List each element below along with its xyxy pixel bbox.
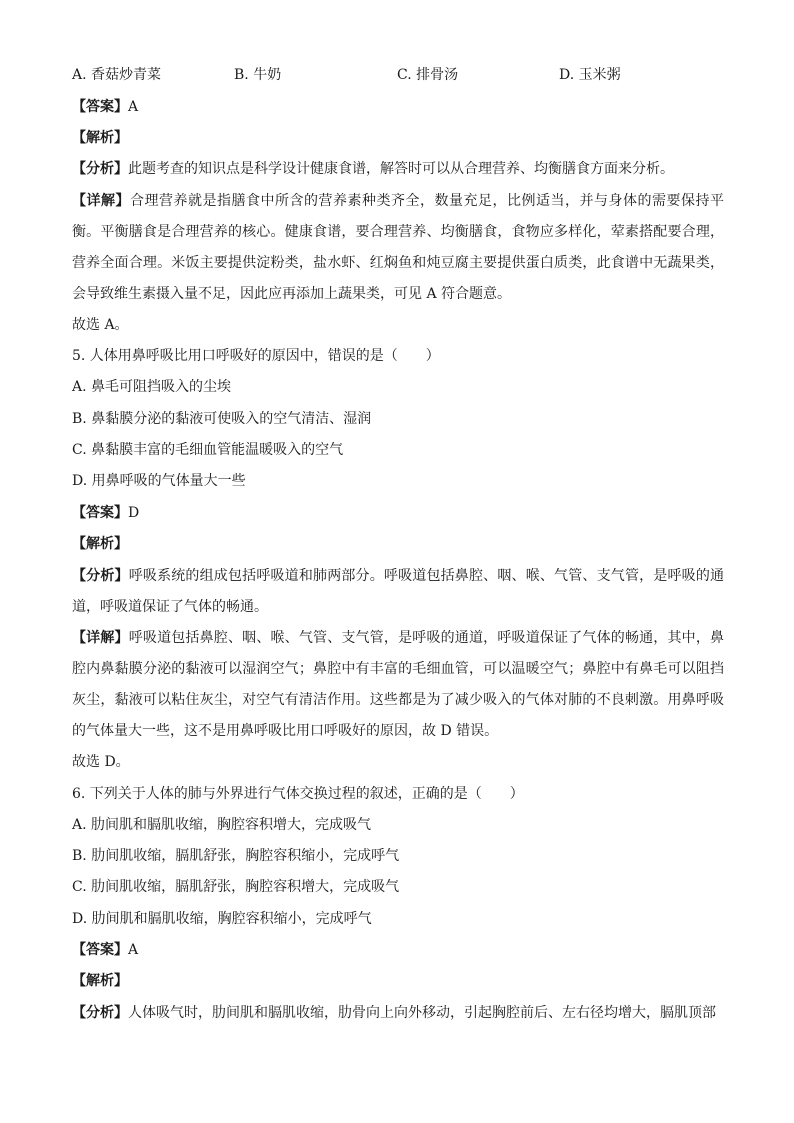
q4-answer: A <box>128 99 139 115</box>
q4-option-a: A. 香菇炒青菜 <box>72 67 162 83</box>
q5-fenxi-text: 呼吸系统的组成包括呼吸道和肺两部分。呼吸道包括鼻腔、咽、喉、气管、支气管，是呼吸的通道，呼吸道保证了气体的畅通。 <box>72 568 725 615</box>
q6-fenxi-text: 人体吸气时，肋间肌和膈肌收缩，肋骨向上向外移动，引起胸腔前后、左右径均增大，膈肌顶部 <box>128 1005 716 1021</box>
q5-option-b: B. 鼻黏膜分泌的黏液可使吸入的空气清洁、湿润 <box>72 411 372 427</box>
q6-answer: A <box>128 942 139 958</box>
fenxi-tag: 【分析】 <box>72 161 128 177</box>
xiangjie-tag: 【详解】 <box>72 193 130 209</box>
q5-question: 5. 人体用鼻呼吸比用口呼吸好的原因中，错误的是（ ） <box>72 348 440 364</box>
q5-xiangjie <box>72 623 724 747</box>
answer-tag: 【答案】 <box>72 505 128 521</box>
q5-fenxi <box>72 561 724 623</box>
q4-analysis-header: 【解析】 <box>72 130 128 146</box>
q4-option-d: D. 玉米粥 <box>559 67 621 83</box>
q5-option-c: C. 鼻黏膜丰富的毛细血管能温暖吸入的空气 <box>72 442 344 458</box>
q4-conclusion: 故选 A。 <box>72 317 129 333</box>
q6-option-b: B. 肋间肌收缩，膈肌舒张，胸腔容积缩小，完成呼气 <box>72 848 400 864</box>
q5-xiangjie-text: 呼吸道包括鼻腔、咽、喉、气管、支气管，是呼吸的通道，呼吸道保证了气体的畅通，其中，鼻腔内鼻黏膜分泌的黏液可以湿润空气；鼻腔中有丰富的毛细血管，可以温暖空气；鼻腔中有鼻毛可以阻挡灰尘，黏液可以粘住灰尘，对空气有清洁作用。这些都是为了减少吸入的气体对肺的不良刺激。用鼻呼吸的气体量大一些，这不是用鼻呼吸比用口呼吸好的原因，故 D 错误。 <box>72 630 725 739</box>
q4-fenxi <box>72 160 674 178</box>
answer-tag: 【答案】 <box>72 99 128 115</box>
q5-conclusion: 故选 D。 <box>72 754 130 770</box>
q4-answer-line <box>72 98 138 116</box>
q6-option-d: D. 肋间肌和膈肌收缩，胸腔容积缩小，完成呼气 <box>72 911 372 927</box>
q4-xiangjie-text: 合理营养就是指膳食中所含的营养素种类齐全，数量充足，比例适当，并与身体的需要保持平衡。平衡膳食是合理营养的核心。健康食谱，要合理营养、均衡膳食，食物应多样化，荤素搭配要合理，营养全面合理。米饭主要提供淀粉类，盐水虾、红焖鱼和炖豆腐主要提供蛋白质类，此食谱中无蔬果类，会导致维生素摄入量不足，因此应再添加上蔬果类，可见 A 符合题意。 <box>72 193 724 302</box>
fenxi-tag: 【分析】 <box>72 1005 128 1021</box>
xiangjie-tag: 【详解】 <box>72 630 129 646</box>
q4-fenxi-text: 此题考查的知识点是科学设计健康食谱，解答时可以从合理营养、均衡膳食方面来分析。 <box>128 161 674 177</box>
q4-xiangjie <box>72 186 724 310</box>
q4-option-c: C. 排骨汤 <box>397 67 459 83</box>
answer-tag: 【答案】 <box>72 942 128 958</box>
q5-answer: D <box>128 505 140 521</box>
q6-analysis-header: 【解析】 <box>72 973 128 989</box>
q6-option-c: C. 肋间肌收缩，膈肌舒张，胸腔容积增大，完成吸气 <box>72 879 400 895</box>
q5-analysis-header: 【解析】 <box>72 536 128 552</box>
q6-question: 6. 下列关于人体的肺与外界进行气体交换过程的叙述，正确的是（ ） <box>72 786 524 802</box>
q6-fenxi <box>72 998 724 1029</box>
q5-answer-line <box>72 504 139 522</box>
fenxi-tag: 【分析】 <box>72 568 129 584</box>
q5-option-a: A. 鼻毛可阻挡吸入的尘埃 <box>72 379 232 395</box>
q4-option-b: B. 牛奶 <box>234 67 282 83</box>
q5-option-d: D. 用鼻呼吸的气体量大一些 <box>72 473 246 489</box>
q6-option-a: A. 肋间肌和膈肌收缩，胸腔容积增大，完成吸气 <box>72 817 372 833</box>
q6-answer-line <box>72 941 138 959</box>
